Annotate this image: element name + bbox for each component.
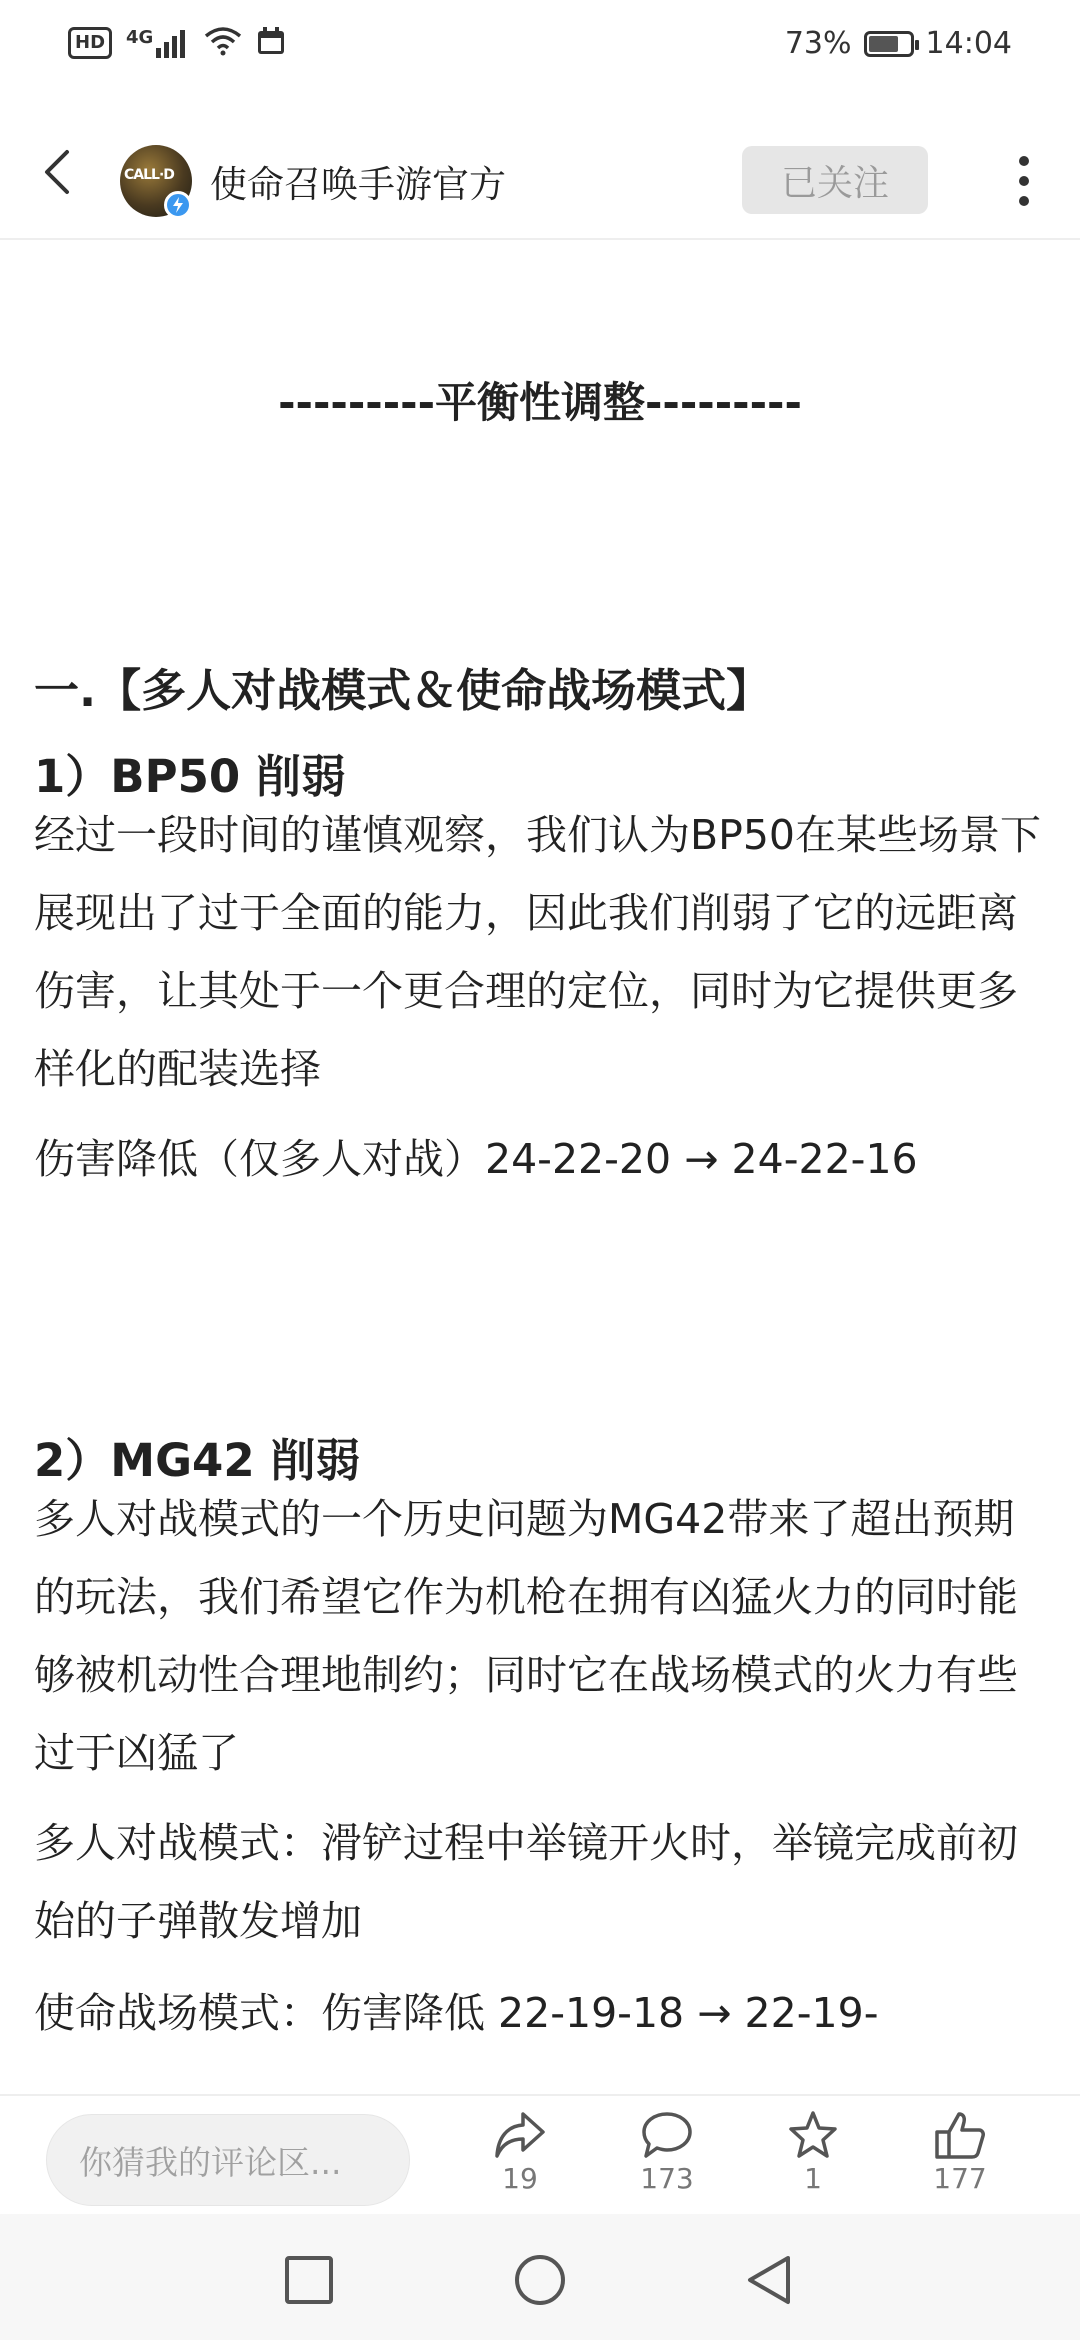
share-button[interactable] <box>470 2110 570 2195</box>
signal-4g-icon <box>126 28 190 58</box>
mode-heading: 一.【多人对战模式＆使命战场模式】 <box>34 664 772 717</box>
clock: 14:04 <box>925 26 1012 61</box>
favorite-count: 1 <box>804 2162 822 2195</box>
back-arrow-icon <box>43 149 71 195</box>
item2-description: 多人对战模式的一个历史问题为MG42带来了超出预期的玩法，我们希望它作为机枪在拥有凶猛火力的同时能够被机动性合理地制约；同时它在战场模式的火力有些过于凶猛了 <box>34 1495 1018 1777</box>
comment-icon <box>640 2110 694 2160</box>
section-title: ---------平衡性调整--------- <box>278 378 802 427</box>
item1-change-block <box>34 1120 1046 1198</box>
item1-description-block <box>34 796 1046 1108</box>
verified-badge-icon <box>164 191 192 219</box>
system-navigation-bar <box>0 2214 1080 2340</box>
favorite-button[interactable] <box>763 2110 863 2195</box>
battery-fill <box>869 36 898 52</box>
item2-change1: 多人对战模式：滑铲过程中举镜开火时，举镜完成前初始的子弹散发增加 <box>34 1819 1018 1945</box>
channel-name[interactable]: 使命召唤手游官方 <box>210 163 506 206</box>
like-count: 177 <box>933 2162 987 2195</box>
comment-button[interactable] <box>617 2110 717 2195</box>
battery-percent: 73% <box>784 26 852 61</box>
item1-change: 伤害降低（仅多人对战）24-22-20 → 24-22-16 <box>34 1135 918 1183</box>
back-button[interactable] <box>32 142 82 202</box>
more-options-icon[interactable] <box>1004 156 1044 206</box>
star-icon <box>786 2110 840 2160</box>
item1-heading: 1）BP50 削弱 <box>34 750 346 803</box>
more-dot <box>1019 156 1029 166</box>
item2-heading: 2）MG42 削弱 <box>34 1434 361 1487</box>
comment-input[interactable]: 你猜我的评论区... <box>46 2114 410 2206</box>
triangle-back-icon <box>742 2252 798 2308</box>
avatar[interactable] <box>120 145 192 217</box>
square-icon <box>281 2252 337 2308</box>
back-nav-button[interactable] <box>742 2252 798 2308</box>
avatar-logo-text: CALL·D <box>124 167 174 183</box>
comment-count: 173 <box>640 2162 694 2195</box>
item1-description: 经过一段时间的谨慎观察，我们认为BP50在某些场景下展现出了过于全面的能力，因此我们削弱了它的远距离伤害，让其处于一个更合理的定位，同时为它提供更多样化的配装选择 <box>34 811 1042 1093</box>
item2-change2: 使命战场模式：伤害降低 22-19-18 → 22-19- <box>34 1989 879 2037</box>
like-button[interactable] <box>910 2110 1010 2195</box>
item2-change1-block <box>34 1804 1046 1960</box>
article-header <box>0 120 1080 240</box>
network-type-label: 4G <box>126 27 154 48</box>
thumbs-up-icon <box>933 2110 987 2160</box>
more-dot <box>1019 176 1029 186</box>
item2-description-block <box>34 1480 1046 1792</box>
battery-icon <box>864 31 914 57</box>
hd-icon: HD <box>68 27 112 59</box>
wifi-icon <box>204 26 242 60</box>
bottom-action-bar <box>0 2094 1080 2214</box>
more-dot <box>1019 196 1029 206</box>
follow-button[interactable]: 已关注 <box>742 146 928 214</box>
share-icon <box>493 2110 547 2160</box>
calendar-icon <box>256 26 286 60</box>
recent-apps-button[interactable] <box>281 2252 337 2308</box>
home-button[interactable] <box>512 2252 568 2308</box>
status-right <box>785 26 1012 61</box>
item2-change2-block <box>34 1974 1046 2052</box>
status-bar <box>0 0 1080 92</box>
status-left-icons <box>68 26 286 60</box>
circle-icon <box>512 2252 568 2308</box>
share-count: 19 <box>502 2162 538 2195</box>
